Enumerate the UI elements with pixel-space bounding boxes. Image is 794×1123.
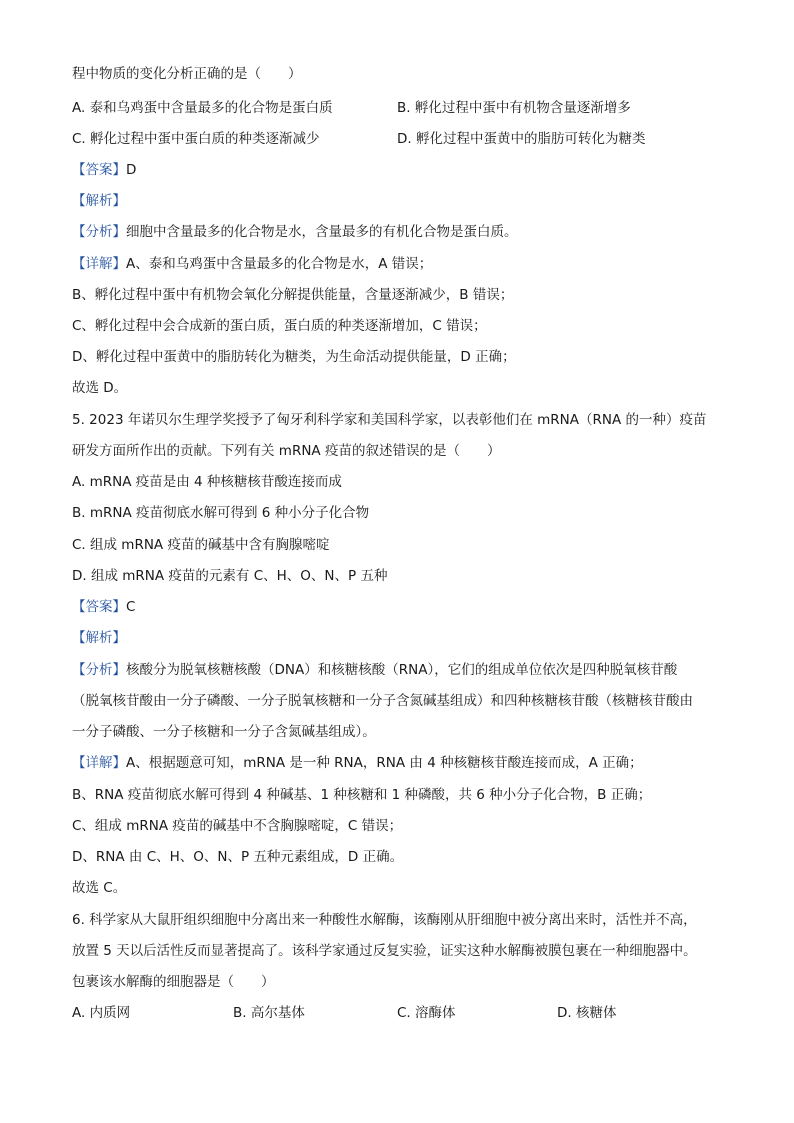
detail-text: A、根据题意可知，mRNA 是一种 RNA，RNA 由 4 种核糖核苷酸连接而成，A 正确； <box>126 755 643 771</box>
q4-analysis-label <box>72 191 126 211</box>
q4-fenxi <box>72 222 518 242</box>
answer-label: 【答案】 <box>72 599 126 615</box>
analysis-label: 【解析】 <box>72 193 126 209</box>
q5-detail-d: D、RNA 由 C、H、O、N、P 五种元素组成，D 正确。 <box>72 849 404 865</box>
fenxi-label: 【分析】 <box>72 224 126 240</box>
q6-stem-1: 6. 科学家从大鼠肝组织细胞中分离出来一种酸性水解酶，该酶刚从肝细胞中被分离出来时，活性并不高， <box>72 912 697 928</box>
fenxi-text: 核酸分为脱氧核糖核酸（DNA）和核糖核酸（RNA），它们的组成单位依次是四种脱氧核苷酸 <box>126 662 678 678</box>
q6-option-b: B. 高尔基体 <box>233 1005 305 1021</box>
analysis-label: 【解析】 <box>72 630 126 646</box>
fenxi-label: 【分析】 <box>72 662 126 678</box>
q5-stem-1: 5. 2023 年诺贝尔生理学奖授予了匈牙利科学家和美国科学家，以表彰他们在 mRNA（RNA 的一种）疫苗 <box>72 412 707 428</box>
q4-answer <box>72 160 136 180</box>
q6-option-a: A. 内质网 <box>72 1005 131 1021</box>
q5-stem-2: 研发方面所作出的贡献。下列有关 mRNA 疫苗的叙述错误的是（ ） <box>72 443 501 459</box>
detail-label: 【详解】 <box>72 755 126 771</box>
answer-label: 【答案】 <box>72 162 126 178</box>
q4-detail-b: B、孵化过程中蛋中有机物会氧化分解提供能量，含量逐渐减少，B 错误； <box>72 287 514 303</box>
q6-option-d: D. 核糖体 <box>557 1005 617 1021</box>
q5-answer <box>72 597 135 617</box>
q5-detail-c: C、组成 mRNA 疫苗的碱基中不含胸腺嘧啶，C 错误； <box>72 818 403 834</box>
answer-value: D <box>126 162 137 178</box>
q4-stem: 程中物质的变化分析正确的是（ ） <box>72 66 302 82</box>
fenxi-text: 细胞中含量最多的化合物是水，含量最多的有机化合物是蛋白质。 <box>126 224 518 240</box>
q5-option-c: C. 组成 mRNA 疫苗的碱基中含有胸腺嘧啶 <box>72 537 330 553</box>
q6-stem-3: 包裹该水解酶的细胞器是（ ） <box>72 974 275 990</box>
q4-option-a: A. 泰和乌鸡蛋中含量最多的化合物是蛋白质 <box>72 100 333 116</box>
detail-label: 【详解】 <box>72 256 126 272</box>
q4-detail-d: D、孵化过程中蛋黄中的脂肪转化为糖类，为生命活动提供能量，D 正确； <box>72 349 516 365</box>
q5-option-a: A. mRNA 疫苗是由 4 种核糖核苷酸连接而成 <box>72 474 342 490</box>
q5-detail-a <box>72 753 643 773</box>
q5-fenxi-3: 一分子磷酸、一分子核糖和一分子含氮碱基组成）。 <box>72 724 376 740</box>
q4-option-b: B. 孵化过程中蛋中有机物含量逐渐增多 <box>397 100 631 116</box>
q6-stem-2: 放置 5 天以后活性反而显著提高了。该科学家通过反复实验，证实这种水解酶被膜包裹在一种细胞器中。 <box>72 943 697 959</box>
q4-detail-c: C、孵化过程中会合成新的蛋白质，蛋白质的种类逐渐增加，C 错误； <box>72 318 487 334</box>
detail-text: A、泰和乌鸡蛋中含量最多的化合物是水，A 错误； <box>126 256 433 272</box>
q5-conclusion: 故选 C。 <box>72 880 127 896</box>
q5-detail-b: B、RNA 疫苗彻底水解可得到 4 种碱基、1 种核糖和 1 种磷酸，共 6 种小分子化合物，B 正确； <box>72 787 652 803</box>
q4-option-c: C. 孵化过程中蛋中蛋白质的种类逐渐减少 <box>72 131 320 147</box>
q6-option-c: C. 溶酶体 <box>397 1005 456 1021</box>
q5-option-b: B. mRNA 疫苗彻底水解可得到 6 种小分子化合物 <box>72 505 370 521</box>
q4-option-d: D. 孵化过程中蛋黄中的脂肪可转化为糖类 <box>397 131 646 147</box>
q5-fenxi-1 <box>72 660 677 680</box>
q4-conclusion: 故选 D。 <box>72 380 128 396</box>
q5-fenxi-2: （脱氧核苷酸由一分子磷酸、一分子脱氧核糖和一分子含氮碱基组成）和四种核糖核苷酸（核糖核苷酸由 <box>72 693 693 709</box>
q4-detail-a <box>72 254 432 274</box>
q5-option-d: D. 组成 mRNA 疫苗的元素有 C、H、O、N、P 五种 <box>72 568 388 584</box>
q5-analysis-label <box>72 628 126 648</box>
answer-value: C <box>126 599 136 615</box>
